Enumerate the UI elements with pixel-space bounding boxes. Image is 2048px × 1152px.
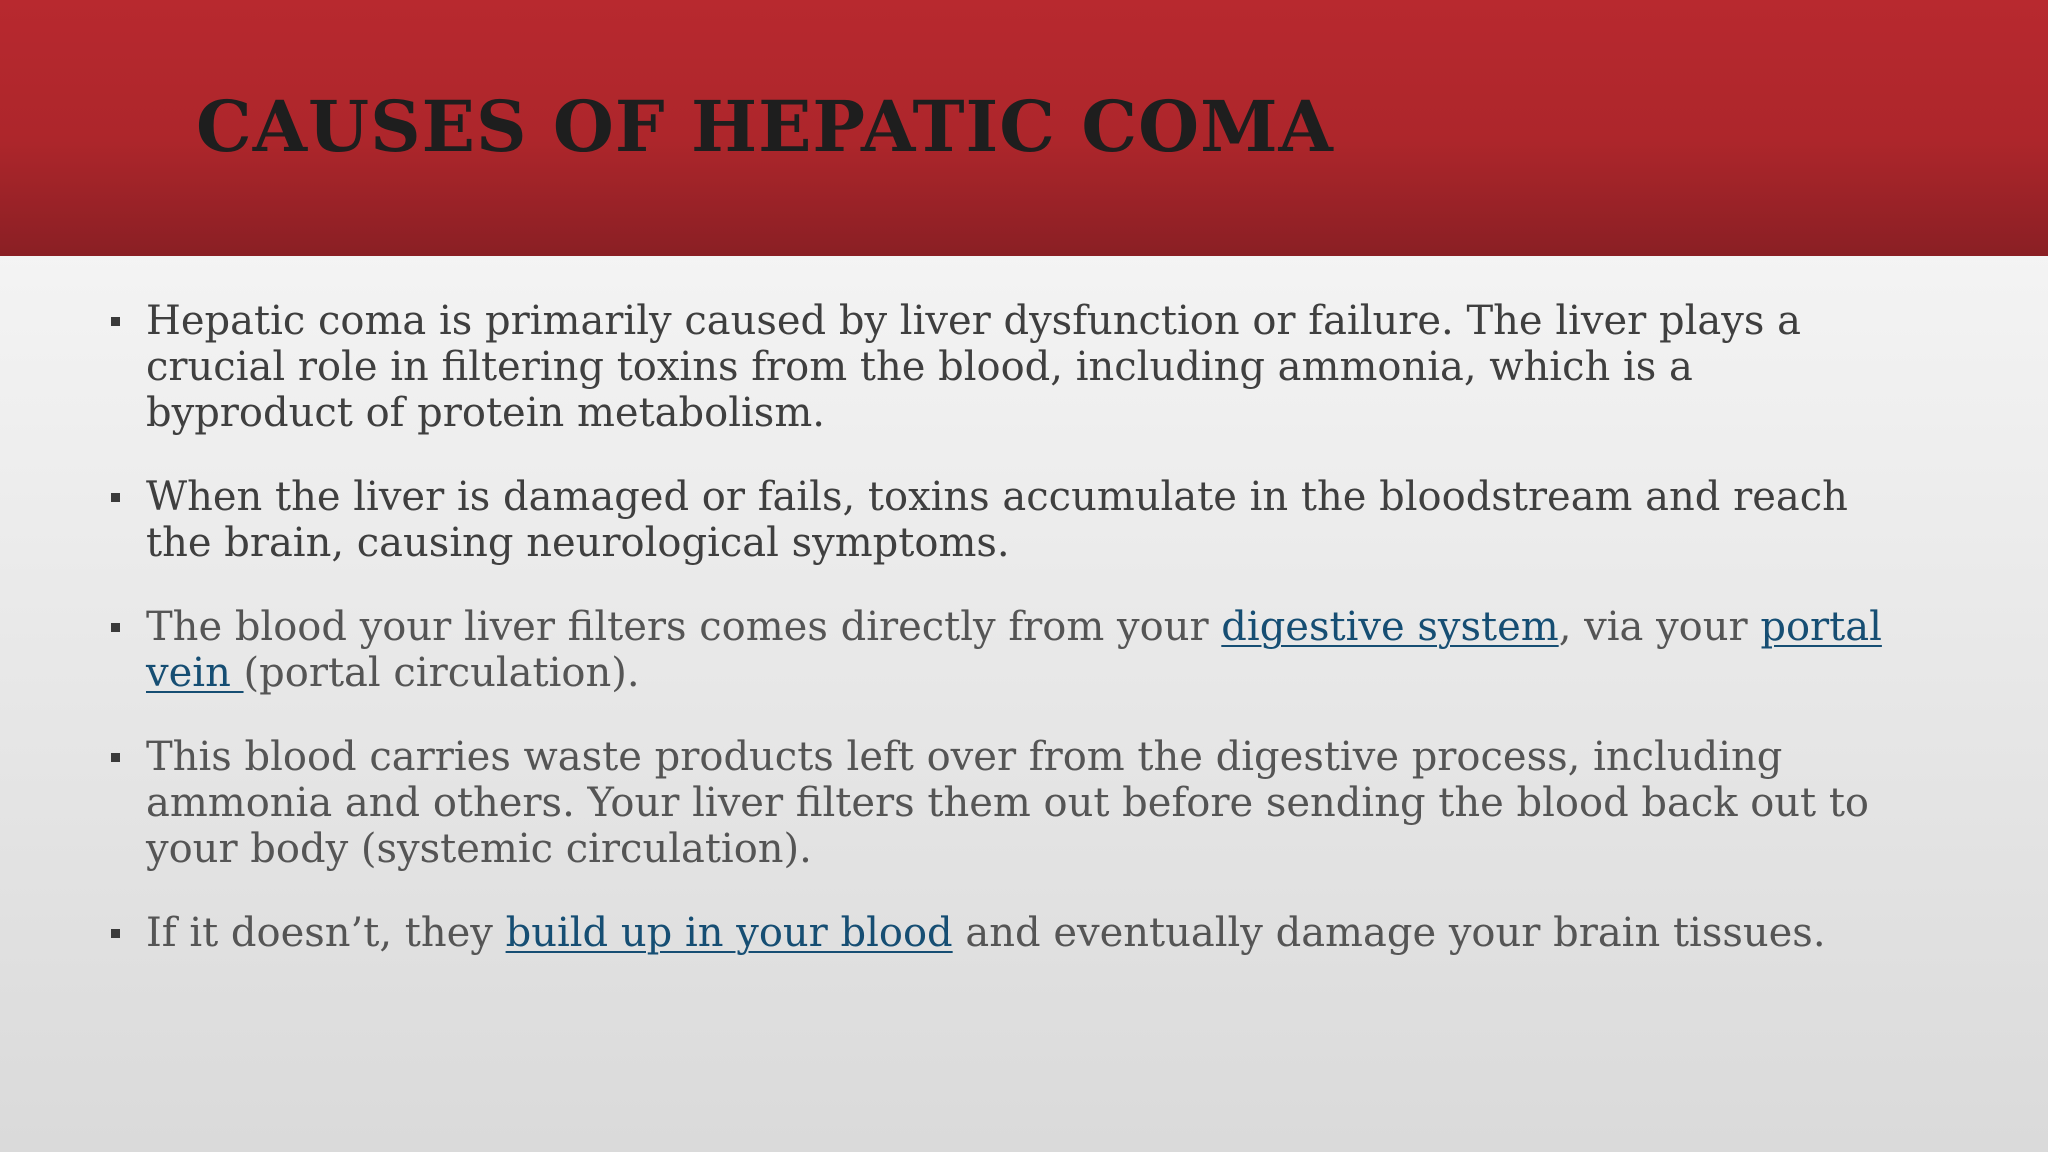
bullet-text: The blood your liver filters comes directly from your bbox=[146, 604, 1222, 650]
link-build-up-in-your-blood[interactable]: build up in your blood bbox=[505, 910, 953, 956]
bullet-text: and eventually damage your brain tissues. bbox=[952, 910, 1826, 956]
square-bullet-icon bbox=[111, 623, 120, 632]
square-bullet-icon bbox=[111, 753, 120, 762]
bullet-text: If it doesn’t, they bbox=[146, 910, 506, 956]
bullet-text: (portal circulation). bbox=[243, 650, 640, 696]
bullet-list bbox=[146, 298, 1906, 994]
bullet-item bbox=[146, 604, 1906, 696]
square-bullet-icon bbox=[111, 493, 120, 502]
link-digestive-system[interactable]: digestive system bbox=[1221, 604, 1559, 650]
bullet-text: Hepatic coma is primarily caused by liver dysfunction or failure. The liver plays a crucial role in filtering toxins from the blood, including ammonia, which is a byproduct of protein metabolism. bbox=[146, 298, 1801, 436]
bullet-item bbox=[146, 734, 1906, 872]
bullet-item bbox=[146, 910, 1906, 956]
bullet-text: , via your bbox=[1558, 604, 1761, 650]
square-bullet-icon bbox=[111, 317, 120, 326]
bullet-text: When the liver is damaged or fails, toxins accumulate in the bloodstream and reach the brain, causing neurological symptoms. bbox=[146, 474, 1848, 566]
slide-title: CAUSES OF HEPATIC COMA bbox=[196, 85, 1334, 168]
bullet-text: This blood carries waste products left over from the digestive process, including ammonia and others. Your liver filters them out before sending the blood back out to your body (systemic circulation). bbox=[146, 734, 1869, 872]
square-bullet-icon bbox=[111, 929, 120, 938]
bullet-item bbox=[146, 474, 1906, 566]
bullet-item bbox=[146, 298, 1906, 436]
link-portal-vein[interactable]: portal vein bbox=[146, 604, 1882, 696]
